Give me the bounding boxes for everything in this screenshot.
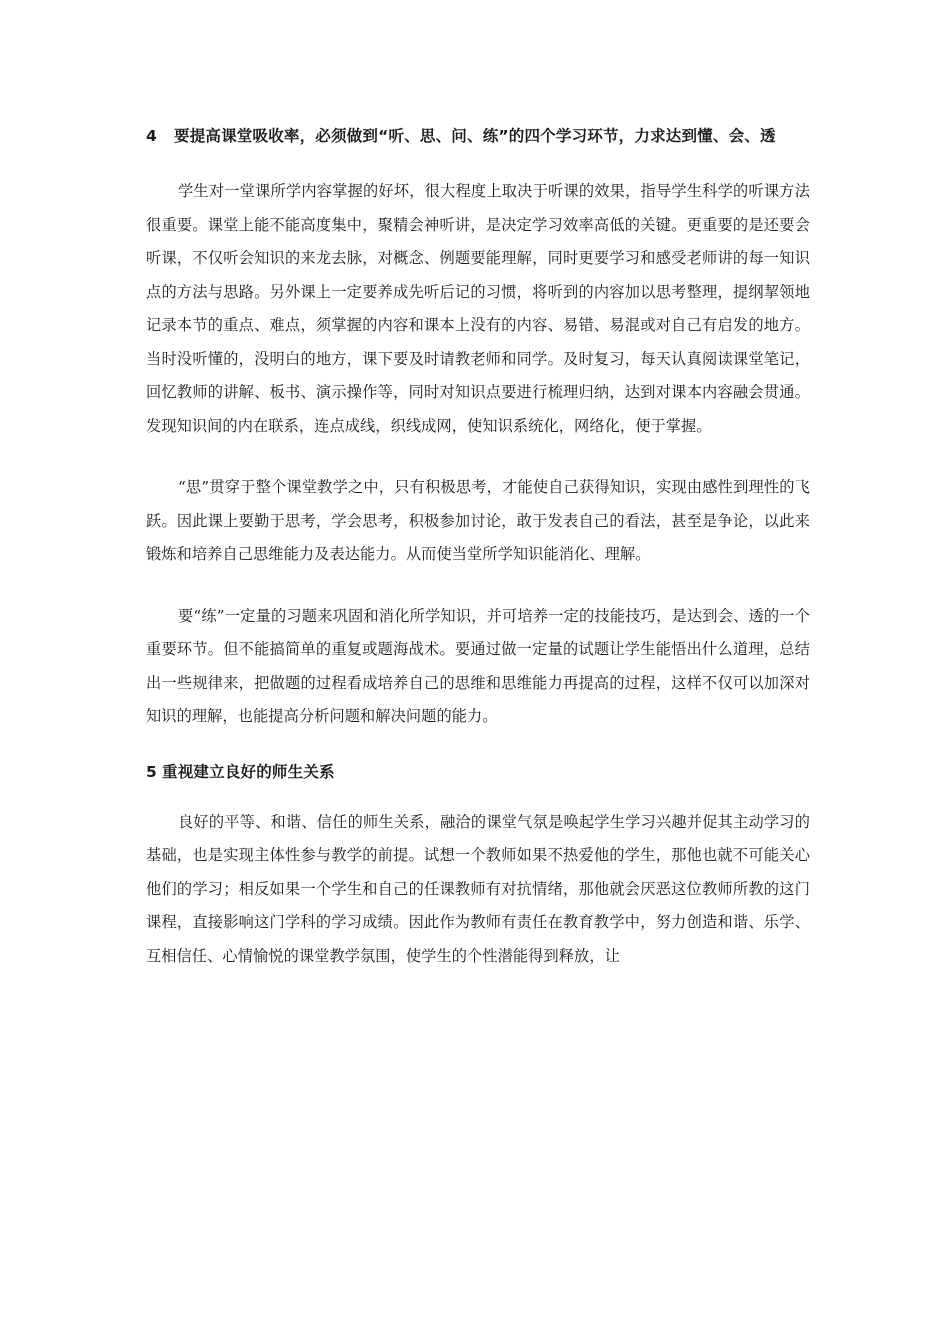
section-heading-4 [146, 124, 810, 148]
section-heading-5 [146, 760, 810, 784]
section-number: 5 [146, 762, 157, 781]
paragraph-teacher-student-relationship: 良好的平等、和谐、信任的师生关系，融洽的课堂气氛是唤起学生学习兴趣并促其主动学习的基础，也是实现主体性参与教学的前提。试想一个教师如果不热爱他的学生，那他也就不可能关心他们的学习；相反如果一个学生和自己的任课教师有对抗情绪，那他就会厌恶这位教师所教的这门课程，直接影响这门学科的学习成绩。因此作为教师有责任在教育教学中，努力创造和谐、乐学、互相信任、心情愉悦的课堂教学氛围，使学生的个性潜能得到释放，让 [146, 812, 810, 965]
paragraph-thinking: “思”贯穿于整个课堂教学之中，只有积极思考，才能使自己获得知识，实现由感性到理性的飞跃。因此课上要勤于思考，学会思考，积极参加讨论，敢于发表自己的看法，甚至是争论，以此来锻炼和培养自己思维能力及表达能力。从而使当堂所学知识能消化、理解。 [146, 478, 810, 563]
section-title: 重视建立良好的师生关系 [162, 762, 335, 781]
paragraph-listening: 学生对一堂课所学内容掌握的好坏，很大程度上取决于听课的效果，指导学生科学的听课方法很重要。课堂上能不能高度集中，聚精会神听讲，是决定学习效率高低的关键。更重要的是还要会听课，不仅听会知识的来龙去脉，对概念、例题要能理解，同时更要学习和感受老师讲的每一知识点的方法与思路。另外课上一定要养成先听后记的习惯，将听到的内容加以思考整理，提纲挈领地记录本节的重点、难点，须掌握的内容和课本上没有的内容、易错、易混或对自己有启发的地方。当时没听懂的，没明白的地方，课下要及时请教老师和同学。及时复习，每天认真阅读课堂笔记，回忆教师的讲解、板书、演示操作等，同时对知识点要进行梳理归纳，达到对课本内容融会贯通。发现知识间的内在联系，连点成线，织线成网，使知识系统化，网络化，便于掌握。 [146, 182, 810, 435]
section-number: 4 [146, 127, 157, 145]
paragraph-practice: 要“练”一定量的习题来巩固和消化所学知识，并可培养一定的技能技巧，是达到会、透的一个重要环节。但不能搞简单的重复或题海战术。要通过做一定量的试题让学生能悟出什么道理，总结出一些规律来，把做题的过程看成培养自己的思维和思维能力再提高的过程，这样不仅可以加深对知识的理解，也能提高分析问题和解决问题的能力。 [146, 606, 810, 725]
section-title: 要提高课堂吸收率，必须做到“听、思、问、练”的四个学习环节，力求达到懂、会、透 [174, 127, 776, 145]
document-body [146, 124, 810, 973]
